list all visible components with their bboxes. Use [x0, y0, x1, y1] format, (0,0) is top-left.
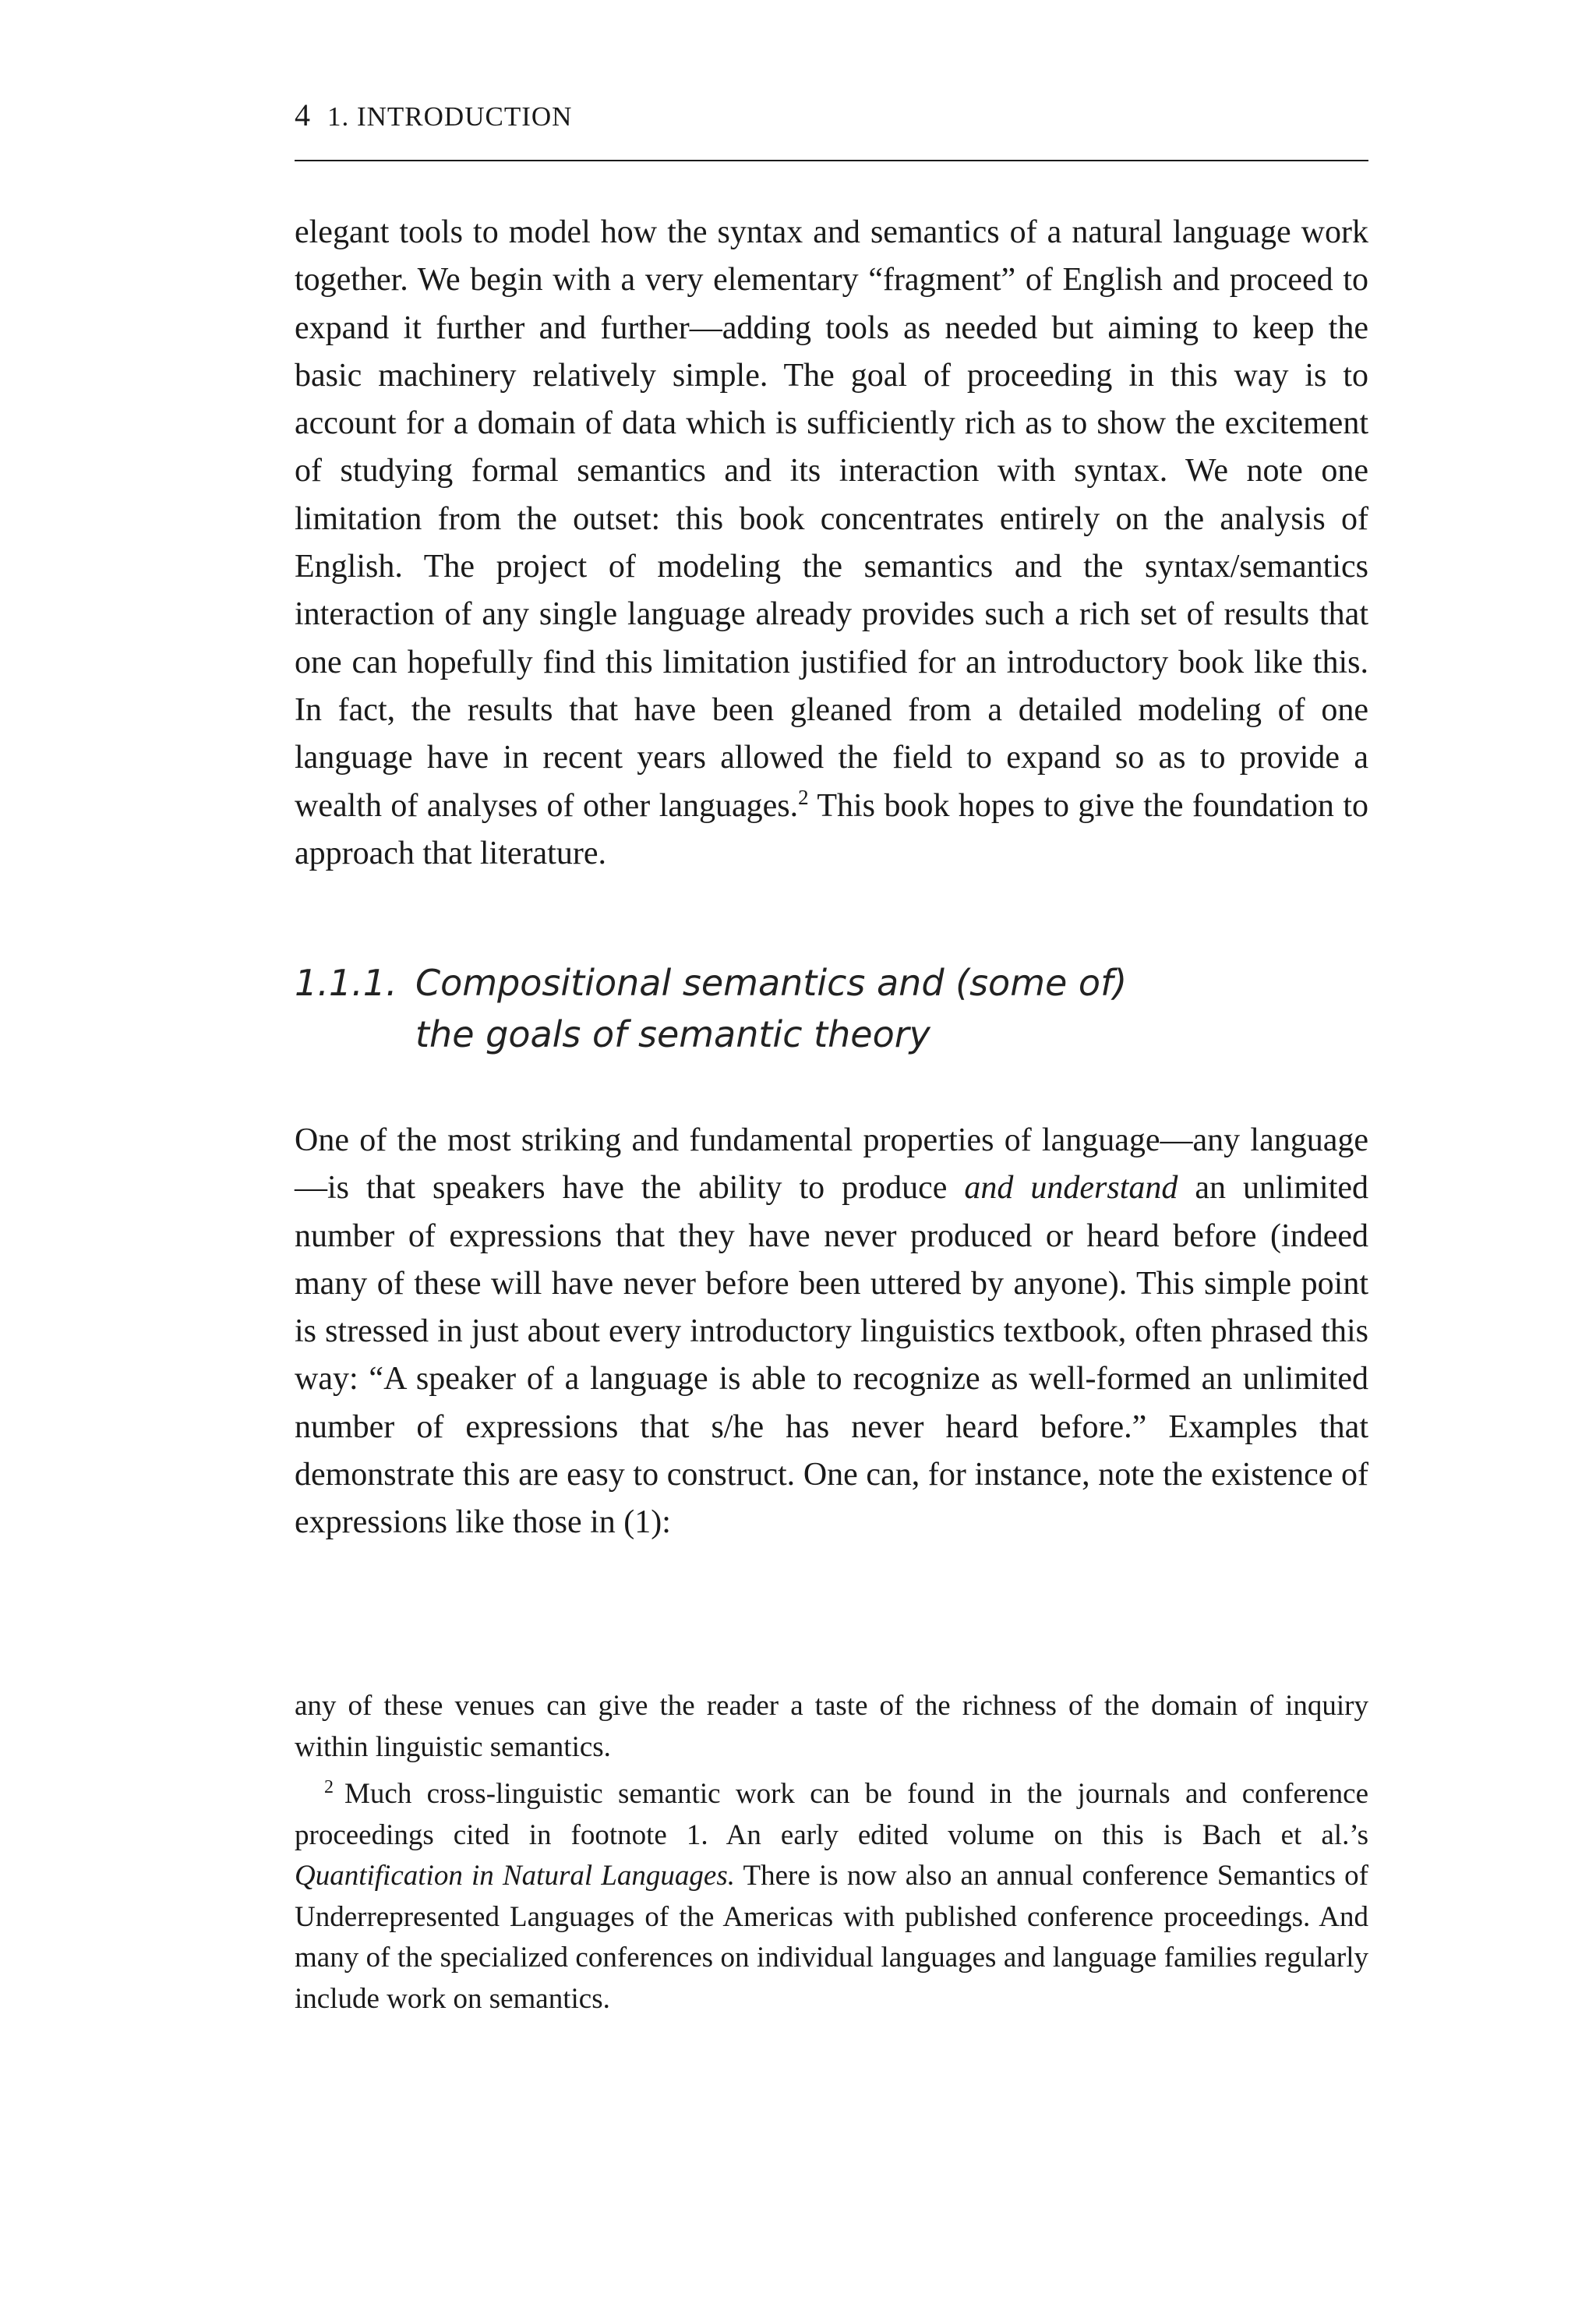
section-number: 1.1.1. — [295, 962, 397, 1004]
footnotes — [295, 1686, 1368, 2020]
page-number: 4 — [295, 97, 310, 133]
paragraph-1-text-end: This book hopes to give the foundation to approach that literature. — [295, 787, 1368, 871]
footnote-2-book-title: Quantification in Natural Languages. — [295, 1860, 735, 1892]
section-heading — [295, 957, 1368, 1060]
running-head — [295, 92, 1368, 139]
paragraph-1-text: elegant tools to model how the syntax and semantics of a natural language work together. We begin with a very elementary “fragment” of English and proceed to expand it further and further—adding tools as needed but aiming to keep the basic machinery relatively simple. The goal of proceeding in this way is to account for a domain of data which is sufficiently rich as to show the excitement of studying formal semantics and its interaction with syntax. We note one limitation from the outset: this book concentrates entirely on the analysis of English. The project of modeling the semantics and the syntax/semantics interaction of any single language already provides such a rich set of results that one can hopefully find this limitation justified for an introductory book like this. In fact, the results that have been gleaned from a detailed modeling of one language have in recent years allowed the field to expand so as to provide a wealth of analyses of other languages. — [295, 214, 1368, 824]
header-rule — [295, 160, 1368, 161]
paragraph-2-text-end: an unlimited number of expressions that they have never produced or heard before (indeed many of these will have never before been uttered by anyone). This simple point is stressed in just about every introductory linguistics textbook, often phrased this way: “A speaker of a language is able to recognize as well-formed an unlimited number of expressions that s/he has never heard before.” Examples that demonstrate this are easy to construct. One can, for instance, note the existence of expressions like those in (1): — [295, 1170, 1369, 1541]
section-title-line-1: Compositional semantics and (some of) — [415, 962, 1128, 1004]
chapter-title: 1. INTRODUCTION — [327, 101, 573, 132]
footnote-2-mark: 2 — [324, 1776, 334, 1797]
section-title-line-2: the goals of semantic theory — [415, 1013, 930, 1055]
footnote-continuation: any of these venues can give the reader a taste of the richness of the domain of inquiry within linguistic semantics. — [295, 1690, 1368, 1763]
paragraph-2-text: One of the most striking and fundamental properties of language—any language—is that speakers have the ability to produce — [295, 1122, 1368, 1207]
footnote-ref-2: 2 — [798, 785, 809, 809]
body-paragraph-1 — [295, 209, 1368, 878]
footnote-2-text: Much cross-linguistic semantic work can be found in the journals and conference proceedings cited in footnote 1. An early edited volume on this is Bach et al.’s — [295, 1778, 1368, 1851]
paragraph-2-emphasis: and understand — [964, 1170, 1178, 1207]
footnote-2-text-end: There is now also an annual conference Semantics of Underrepresented Languages of the Americas with published conference proceedings. And many of the specialized conferences on individual languages and language families regularly include work on semantics. — [295, 1860, 1368, 2015]
footnote-2 — [295, 1774, 1368, 2020]
body-paragraph-2 — [295, 1117, 1368, 1547]
